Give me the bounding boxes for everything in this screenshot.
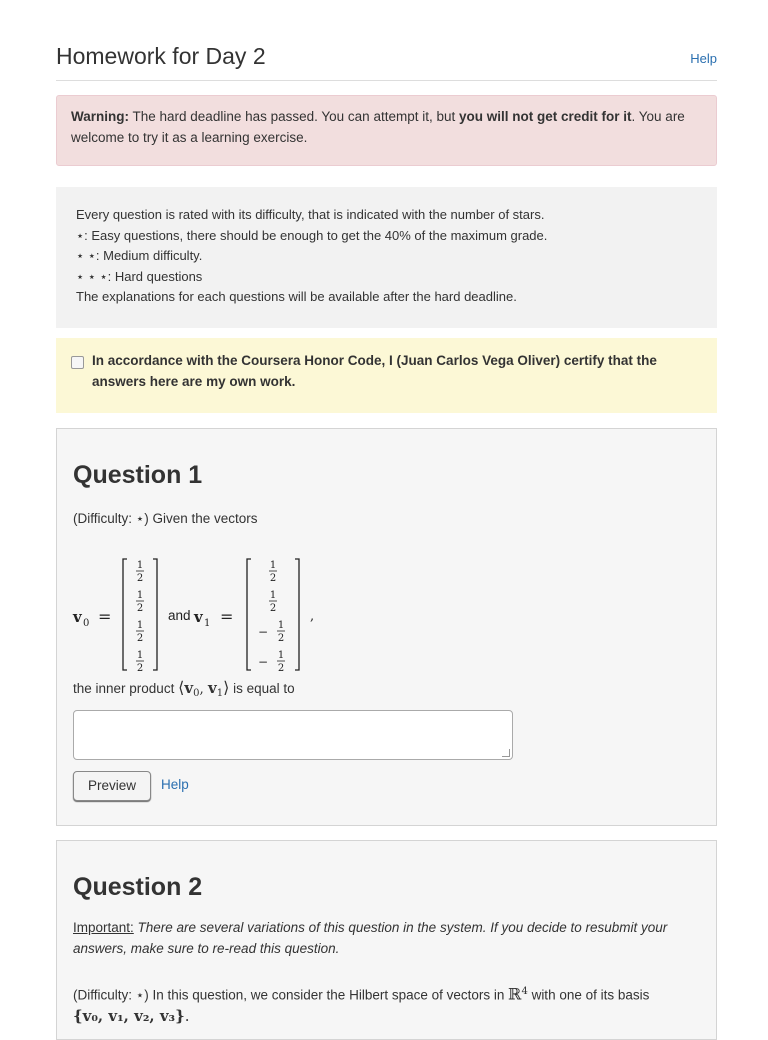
v1-numerator: 1 [269,560,277,571]
bracket-right [153,559,157,670]
minus-sign: − [257,655,269,669]
v0-numerator: 1 [136,560,144,571]
inner-product-label: the inner product [73,681,175,696]
honor-code-checkbox[interactable] [71,356,84,369]
question-title: Question 1 [73,461,203,489]
bracket-left [123,559,127,670]
v0-numerator: 1 [136,650,144,661]
v1-subscript: 1 [216,688,224,699]
v1-numerator: 1 [269,590,277,601]
v0-denominator: 2 [136,573,144,584]
question-2-intro-end: with one of its basis [527,987,650,1003]
page-header [56,40,717,81]
resize-handle[interactable] [502,749,510,757]
dimension-exponent: 4 [521,986,528,997]
v0-subscript: 0 [83,618,90,629]
v1-denominator: 2 [277,663,285,674]
question-title: Question 2 [73,873,203,901]
honor-code-text: In accordance with the Coursera Honor Code, I (Juan Carlos Vega Oliver) certify that the answers here are my own work. [92,353,657,389]
v1-denominator: 2 [269,573,277,584]
question-2-intro: (Difficulty: ⋆) In this question, we consider the Hilbert space of vectors in [73,987,509,1003]
v1-numerator: 1 [277,620,285,631]
question-2-text [73,981,713,1027]
v0-symbol: v [73,608,82,626]
v0-numerator: 1 [136,620,144,631]
and-word: and [168,608,191,623]
v1-symbol: v [208,679,217,697]
info-line: ⋆: Easy questions, there should be enough to get the 40% of the maximum grade. [76,227,548,243]
preview-button[interactable]: Preview [73,771,151,801]
info-line: ⋆ ⋆: Medium difficulty. [76,248,203,263]
vector-equation-svg [57,547,457,677]
v0-symbol: v [184,679,194,697]
answer-textarea[interactable] [73,710,513,760]
minus-sign: − [257,625,269,639]
reals-symbol: ℝ [508,984,522,1004]
basis-set: {v₀, v₁, v₂, v₃} [73,1006,185,1025]
v1-numerator: 1 [277,650,285,661]
equals-sign: = [220,607,234,626]
deadline-warning [56,95,717,166]
trailing-comma: , [310,609,315,624]
inner-product-suffix: is equal to [233,681,295,696]
question-help-link[interactable]: Help [161,777,189,792]
v0-denominator: 2 [136,633,144,644]
info-line: ⋆ ⋆ ⋆: Hard questions [76,268,203,284]
v1-denominator: 2 [277,633,285,644]
warning-text-end: . You are welcome to try it as a learning exercise. [71,109,685,145]
warning-text: The hard deadline has passed. You can attempt it, but [129,109,459,124]
help-link[interactable]: Help [690,51,717,66]
equals-sign: = [98,607,112,626]
v0-subscript: 0 [193,688,200,699]
bracket-right [295,559,299,670]
v0-denominator: 2 [136,663,144,674]
period: . [184,1006,190,1025]
vector-equation [57,547,457,677]
difficulty-info [56,187,717,328]
warning-bold-text: you will not get credit for it [459,109,632,124]
question-2 [56,840,717,1040]
info-line: Every question is rated with its difficulty, that is indicated with the number of stars. [76,207,545,222]
important-text: There are several variations of this question in the system. If you decide to resubmit your answers, make sure to re-read this question. [73,920,668,956]
v1-denominator: 2 [269,603,277,614]
question-intro: (Difficulty: ⋆) Given the vectors [73,511,258,526]
v0-denominator: 2 [136,603,144,614]
bracket-left [247,559,251,670]
important-label: Important: [73,920,134,935]
important-note [73,917,703,959]
v1-subscript: 1 [204,618,211,629]
inner-product-text: the inner product $⟨v_0$, $v_1⟩$ is equal to [73,678,295,699]
info-line: The explanations for each questions will be available after the hard deadline. [76,289,517,304]
v1-symbol: v [194,608,203,626]
warning-label: Warning: [71,109,129,124]
v0-numerator: 1 [136,590,144,601]
question-1 [56,428,717,826]
page-title: Homework for Day 2 [56,43,266,69]
honor-code-box [56,338,717,413]
